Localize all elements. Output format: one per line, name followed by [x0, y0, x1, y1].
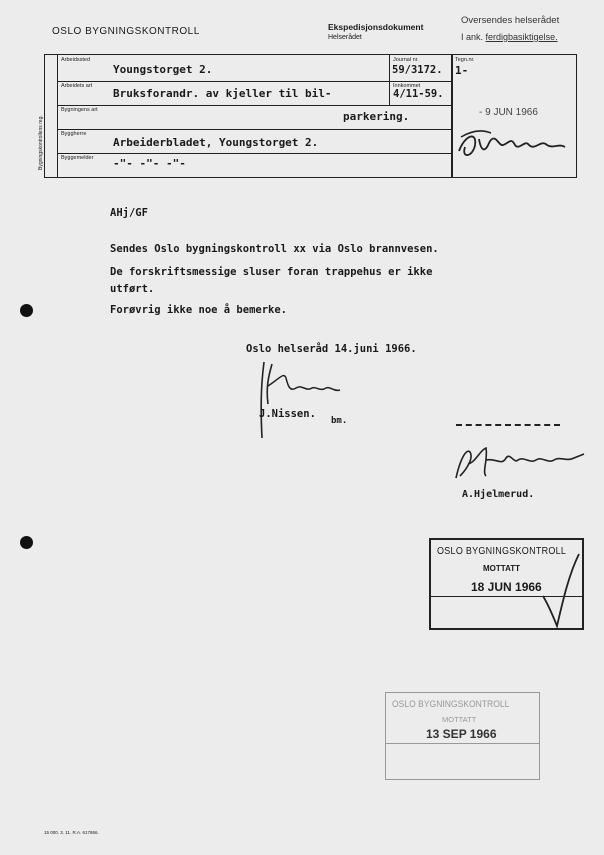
forwarding-underlined: ferdigbasiktigelse. — [485, 32, 558, 42]
received-stamp-1 — [429, 538, 584, 630]
print-code: 15 000. 3. 11. R.A. 617866. — [44, 830, 99, 835]
handwritten-signature-top — [455, 117, 573, 167]
stamp1-date: 18 JUN 1966 — [471, 580, 542, 594]
bygningens-art-value: parkering. — [343, 110, 410, 123]
tegn-value: 1- — [455, 64, 469, 77]
body-line-3: utført. — [110, 283, 155, 295]
signature-dashed-line — [456, 424, 560, 426]
case-form — [44, 54, 577, 178]
arbeidets-art-label: Arbeidets art — [61, 83, 93, 89]
tegn-label: Tegn.nr. — [455, 57, 475, 63]
body-line-2: De forskriftsmessige sluser foran trappehus er ikke — [110, 266, 433, 278]
innkommet-label: Innkommet — [393, 83, 421, 89]
punch-hole-top — [20, 304, 33, 317]
handwritten-signature-nissen — [250, 358, 360, 442]
doc-sub: Helserådet — [328, 34, 362, 41]
stamp2-date: 13 SEP 1966 — [426, 727, 497, 741]
byggherre-label: Byggherre — [61, 131, 87, 137]
journal-value: 59/3172. — [392, 64, 443, 76]
forwarding-note-line1: Oversendes helserådet — [461, 15, 560, 26]
arbeidets-art-value: Bruksforandr. av kjeller til bil- — [113, 87, 332, 100]
journal-label: Journal nr. — [393, 57, 419, 63]
received-stamp-2 — [385, 692, 540, 780]
punch-hole-bottom — [20, 536, 33, 549]
forwarding-prefix: I ank. — [461, 32, 484, 42]
reference-code: AHj/GF — [110, 207, 148, 219]
body-line-4: Forøvrig ikke noe å bemerke. — [110, 304, 288, 316]
byggherre-value: Arbeiderbladet, Youngstorget 2. — [113, 136, 319, 149]
bygningens-art-label: Bygningens art — [61, 107, 98, 113]
signer1-name: J.Nissen. — [259, 408, 316, 420]
stamp1-org: OSLO BYGNINGSKONTROLL — [437, 546, 567, 557]
signer2-name: A.Hjelmerud. — [462, 489, 535, 500]
forwarding-note-line2 — [461, 32, 558, 42]
signer1-title: bm. — [331, 416, 348, 426]
date-stamp: - 9 JUN 1966 — [479, 107, 538, 118]
stamp2-mottatt: MOTTATT — [442, 715, 477, 724]
innkommet-value: 4/11-59. — [393, 88, 444, 100]
body-line-1: Sendes Oslo bygningskontroll xx via Oslo brannvesen. — [110, 243, 439, 255]
org-name: OSLO BYGNINGSKONTROLL — [52, 26, 200, 37]
place-date: Oslo helseråd 14.juni 1966. — [246, 343, 417, 355]
stamp1-mottatt: MOTTATT — [483, 564, 521, 573]
stamp2-org: OSLO BYGNINGSKONTROLL — [392, 699, 510, 710]
doc-type: Ekspedisjonsdokument — [328, 22, 424, 32]
handwritten-signature-hjelmerud — [446, 440, 596, 484]
byggemelder-value: -"- -"- -"- — [113, 157, 186, 170]
side-register-label: Bygningskontrollens reg. — [38, 115, 44, 170]
checkmark-icon — [541, 550, 581, 630]
arbeidssted-label: Arbeidssted — [61, 57, 91, 63]
arbeidssted-value: Youngstorget 2. — [113, 63, 213, 76]
byggemelder-label: Byggemelder — [61, 155, 94, 161]
